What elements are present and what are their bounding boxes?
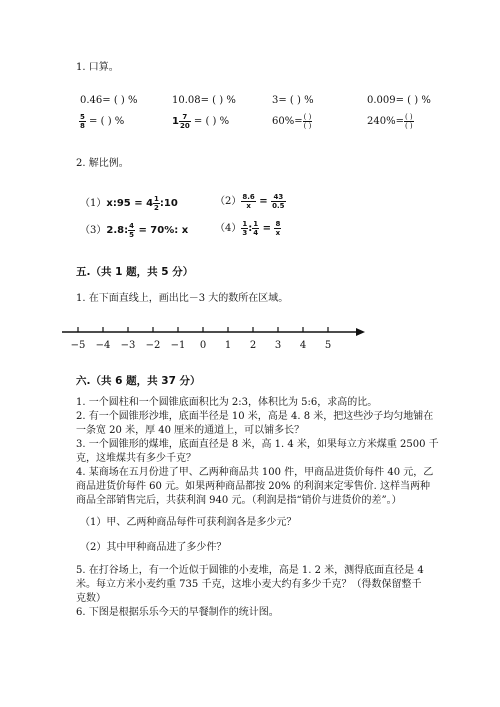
s6-line-6: 4. 某商场在五月份进了甲、乙两种商品共 100 件，甲商品进货价每件 40 元，乙: [76, 467, 434, 478]
ratio-colon: :: [248, 223, 253, 234]
fraction-numerator: 43: [271, 193, 285, 202]
problem-label: （1）: [80, 198, 107, 209]
q1-item-1: 0.46= ( ) %: [80, 95, 138, 106]
problem-label: （2）: [215, 196, 242, 207]
s6-q5-line-3: 克数）: [76, 593, 106, 604]
fraction-numerator: ( ): [303, 113, 312, 121]
problem-label: （4）: [215, 223, 242, 234]
section-6-heading: 六.（共 6 题，共 37 分）: [76, 375, 201, 387]
number-line-label: 0: [199, 340, 207, 351]
s6-q6: 6. 下图是根据乐乐今天的早餐制作的统计图。: [76, 607, 279, 618]
q2-problem-3: [80, 222, 188, 239]
q2-problem-1: [80, 195, 178, 212]
number-line: [60, 318, 370, 358]
equals-sign: =: [255, 196, 272, 207]
s6-line-2: 2. 有一个圆锥形沙堆，底面半径是 10 米，高是 4. 8 米，把这些沙子均匀地铺在: [76, 411, 434, 422]
fraction-numerator: 8.6: [242, 193, 255, 201]
number-line-label: 1: [224, 340, 232, 351]
q2-problem-2: [215, 193, 286, 210]
s6-line-4: 3. 一个圆锥形的煤堆，底面直径是 8 米，高 1. 4 米，如果每立方米煤重 2500 千: [76, 439, 439, 450]
s6-line-3: 一条宽 20 米，厚 40 厘米的通道上，可以铺多长？: [76, 425, 305, 436]
number-line-label: 4: [299, 340, 307, 351]
s6-line-1: 1. 一个圆柱和一个圆锥底面积比为 2:3，体积比为 5:6，求高的比。: [76, 397, 378, 408]
s6-q5-line-1: 5. 在打谷场上，有一个近似于圆锥的小麦堆，高是 1. 2 米，测得底面直径是 4: [76, 565, 424, 576]
s6-q5-line-2: 米。每立方米小麦约重 735 千克，这堆小麦大约有多少千克？（得数保留整千: [76, 579, 422, 590]
s6-line-8: 商品全部销售完后，共获利润 940 元。（利润是指“销价与进货价的差”。）: [76, 495, 402, 506]
number-line-label: 2: [249, 340, 257, 351]
fraction-numerator: 1: [242, 220, 248, 228]
q1-item-5: [79, 113, 124, 130]
mixed-whole: 1: [172, 116, 179, 127]
number-line-label: −1: [170, 340, 186, 351]
q2-problem-4: [215, 220, 281, 237]
fraction-numerator: ( ): [404, 113, 413, 121]
fraction-denominator: 2: [154, 204, 159, 212]
q1-item-6-tail: = ( ) %: [190, 116, 230, 127]
fraction-denominator: 0.5: [272, 202, 285, 210]
fraction-numerator: 1: [154, 195, 159, 203]
number-line-label: 5: [324, 340, 332, 351]
arrow-icon: [356, 328, 365, 336]
fraction-denominator: 8: [80, 122, 85, 130]
s6-line-7: 商品进货价每件 60 元。如果两种商品都按 20% 的利润来定零售价. 这样当两种: [76, 481, 431, 492]
fraction-numerator: 8: [275, 220, 281, 228]
s6-line-5: 克，这堆煤共有多少千克？: [76, 453, 196, 464]
problem-pre: x:95 = 4: [106, 198, 154, 209]
q1-title: 1. 口算。: [76, 62, 119, 73]
fraction-denominator: ( ): [303, 122, 312, 130]
q1-item-2: 10.08= ( ) %: [172, 95, 236, 106]
q1-item-6: [172, 113, 229, 130]
fraction-denominator: 5: [129, 231, 134, 239]
q1-item-3: 3= ( ) %: [272, 95, 314, 106]
s6-sub-question-2: （2）其中甲种商品进了多少件？: [80, 542, 227, 553]
fraction-denominator: 4: [253, 229, 259, 237]
problem-post: :10: [159, 198, 178, 209]
fraction-denominator: 20: [179, 122, 190, 130]
q1-item-8-lead: 240%=: [367, 116, 404, 127]
q1-item-5-tail: = ( ) %: [85, 116, 125, 127]
problem-post: = 70%: x: [134, 225, 189, 236]
fraction-denominator: 3: [242, 229, 248, 237]
number-line-label: −3: [120, 340, 136, 351]
number-line-label: 3: [274, 340, 282, 351]
s5-question-1: 1. 在下面直线上，画出比－3 大的数所在区域。: [76, 293, 289, 304]
q2-title: 2. 解比例。: [76, 158, 129, 169]
section-5-heading: 五.（共 1 题，共 5 分）: [76, 266, 194, 278]
number-line-label: −2: [145, 340, 161, 351]
fraction-denominator: ( ): [404, 122, 413, 130]
q1-item-8: [367, 113, 414, 130]
fraction-numerator: 7: [179, 113, 191, 122]
problem-label: （3）: [80, 225, 107, 236]
fraction-denominator: x: [275, 229, 281, 237]
fraction-numerator: 5: [80, 113, 85, 121]
q1-item-7-lead: 60%=: [272, 116, 303, 127]
fraction-numerator: 4: [129, 222, 134, 230]
equals-sign: =: [259, 223, 275, 234]
s6-sub-question-1: （1）甲、乙两种商品每件可获利润各是多少元？: [80, 517, 297, 528]
fraction-numerator: 1: [253, 220, 259, 228]
problem-pre: 2.8:: [106, 225, 129, 236]
q1-item-4: 0.009= ( ) %: [367, 95, 431, 106]
fraction-denominator: x: [246, 202, 251, 210]
q1-item-7: [272, 113, 312, 130]
number-line-label: −5: [70, 340, 86, 351]
number-line-label: −4: [95, 340, 111, 351]
